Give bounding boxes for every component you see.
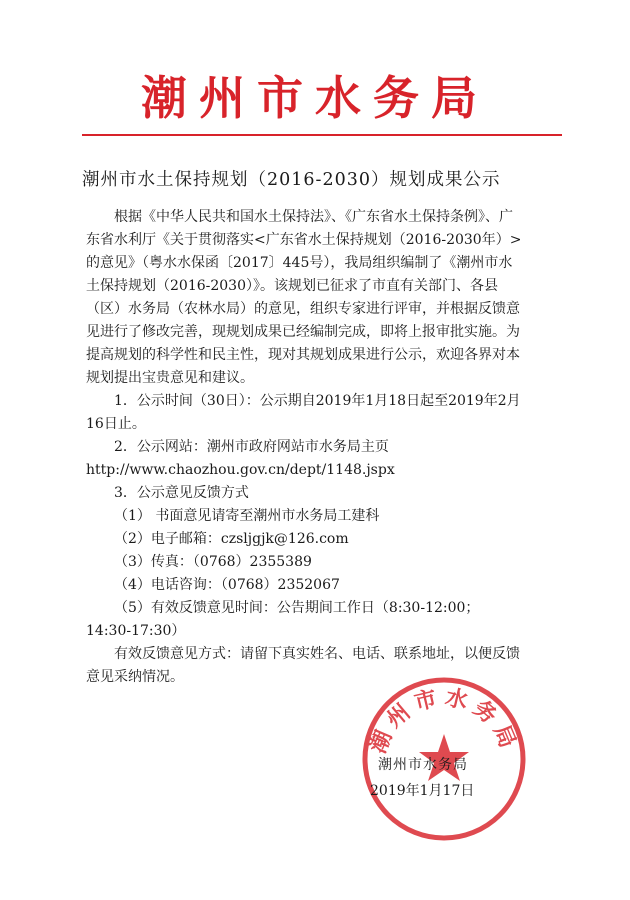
feedback-mail: （1） 书面意见请寄至潮州市水务局工建科 — [114, 508, 380, 524]
signature-date: 2019年1月17日 — [370, 783, 475, 799]
item-period: 1．公示时间（30日）：公示期自2019年1月18日起至2019年2月16日止。 — [86, 393, 521, 432]
feedback-phone: （4）电话咨询：（0768）2352067 — [114, 577, 340, 593]
feedback-method: 有效反馈意见方式：请留下真实姓名、电话、联系地址，以便反馈意见采纳情况。 — [86, 646, 520, 685]
document-title: 潮州市水土保持规划（2016-2030）规划成果公示 — [82, 170, 501, 190]
seal-text: 潮州市水务局 — [365, 685, 523, 758]
item-website-label: 2．公示网站：潮州市政府网站市水务局主页 — [114, 439, 389, 455]
letterhead: 潮州市水务局 — [141, 71, 489, 125]
document-body — [86, 206, 524, 689]
item-feedback-heading: 3．公示意见反馈方式 — [114, 485, 249, 501]
intro-paragraph: 根据《中华人民共和国水土保持法》、《广东省水土保持条例》、广东省水利厅《关于贯彻落实<广东省水土保持规划（2016-2030年）>的意见》（粤水水保函〔2017〕445号），我局组织编制了《潮州市水土保持规划（2016-2030）》。该规划已征求了市直有关部门、各县（区）水务局（农林水局）的意见，组织专家进行评审，并根据反馈意见进行了修改完善，现规划成果已经编制完成，即将上报审批实施。为提高规划的科学性和民主性，现对其规划成果进行公示，欢迎各界对本规划提出宝贵意见和建议。 — [86, 209, 522, 386]
letterhead-rule — [82, 134, 562, 136]
item-website-url: http://www.chaozhou.gov.cn/dept/1148.jspx — [86, 462, 395, 478]
feedback-fax: （3）传真：（0768）2355389 — [114, 554, 312, 570]
feedback-email: （2）电子邮箱：czsljgjk@126.com — [114, 531, 349, 547]
signature-org: 潮州市水务局 — [378, 757, 468, 773]
feedback-time: （5）有效反馈意见时间：公告期间工作日（8:30-12:00；14:30-17:30） — [86, 600, 480, 639]
